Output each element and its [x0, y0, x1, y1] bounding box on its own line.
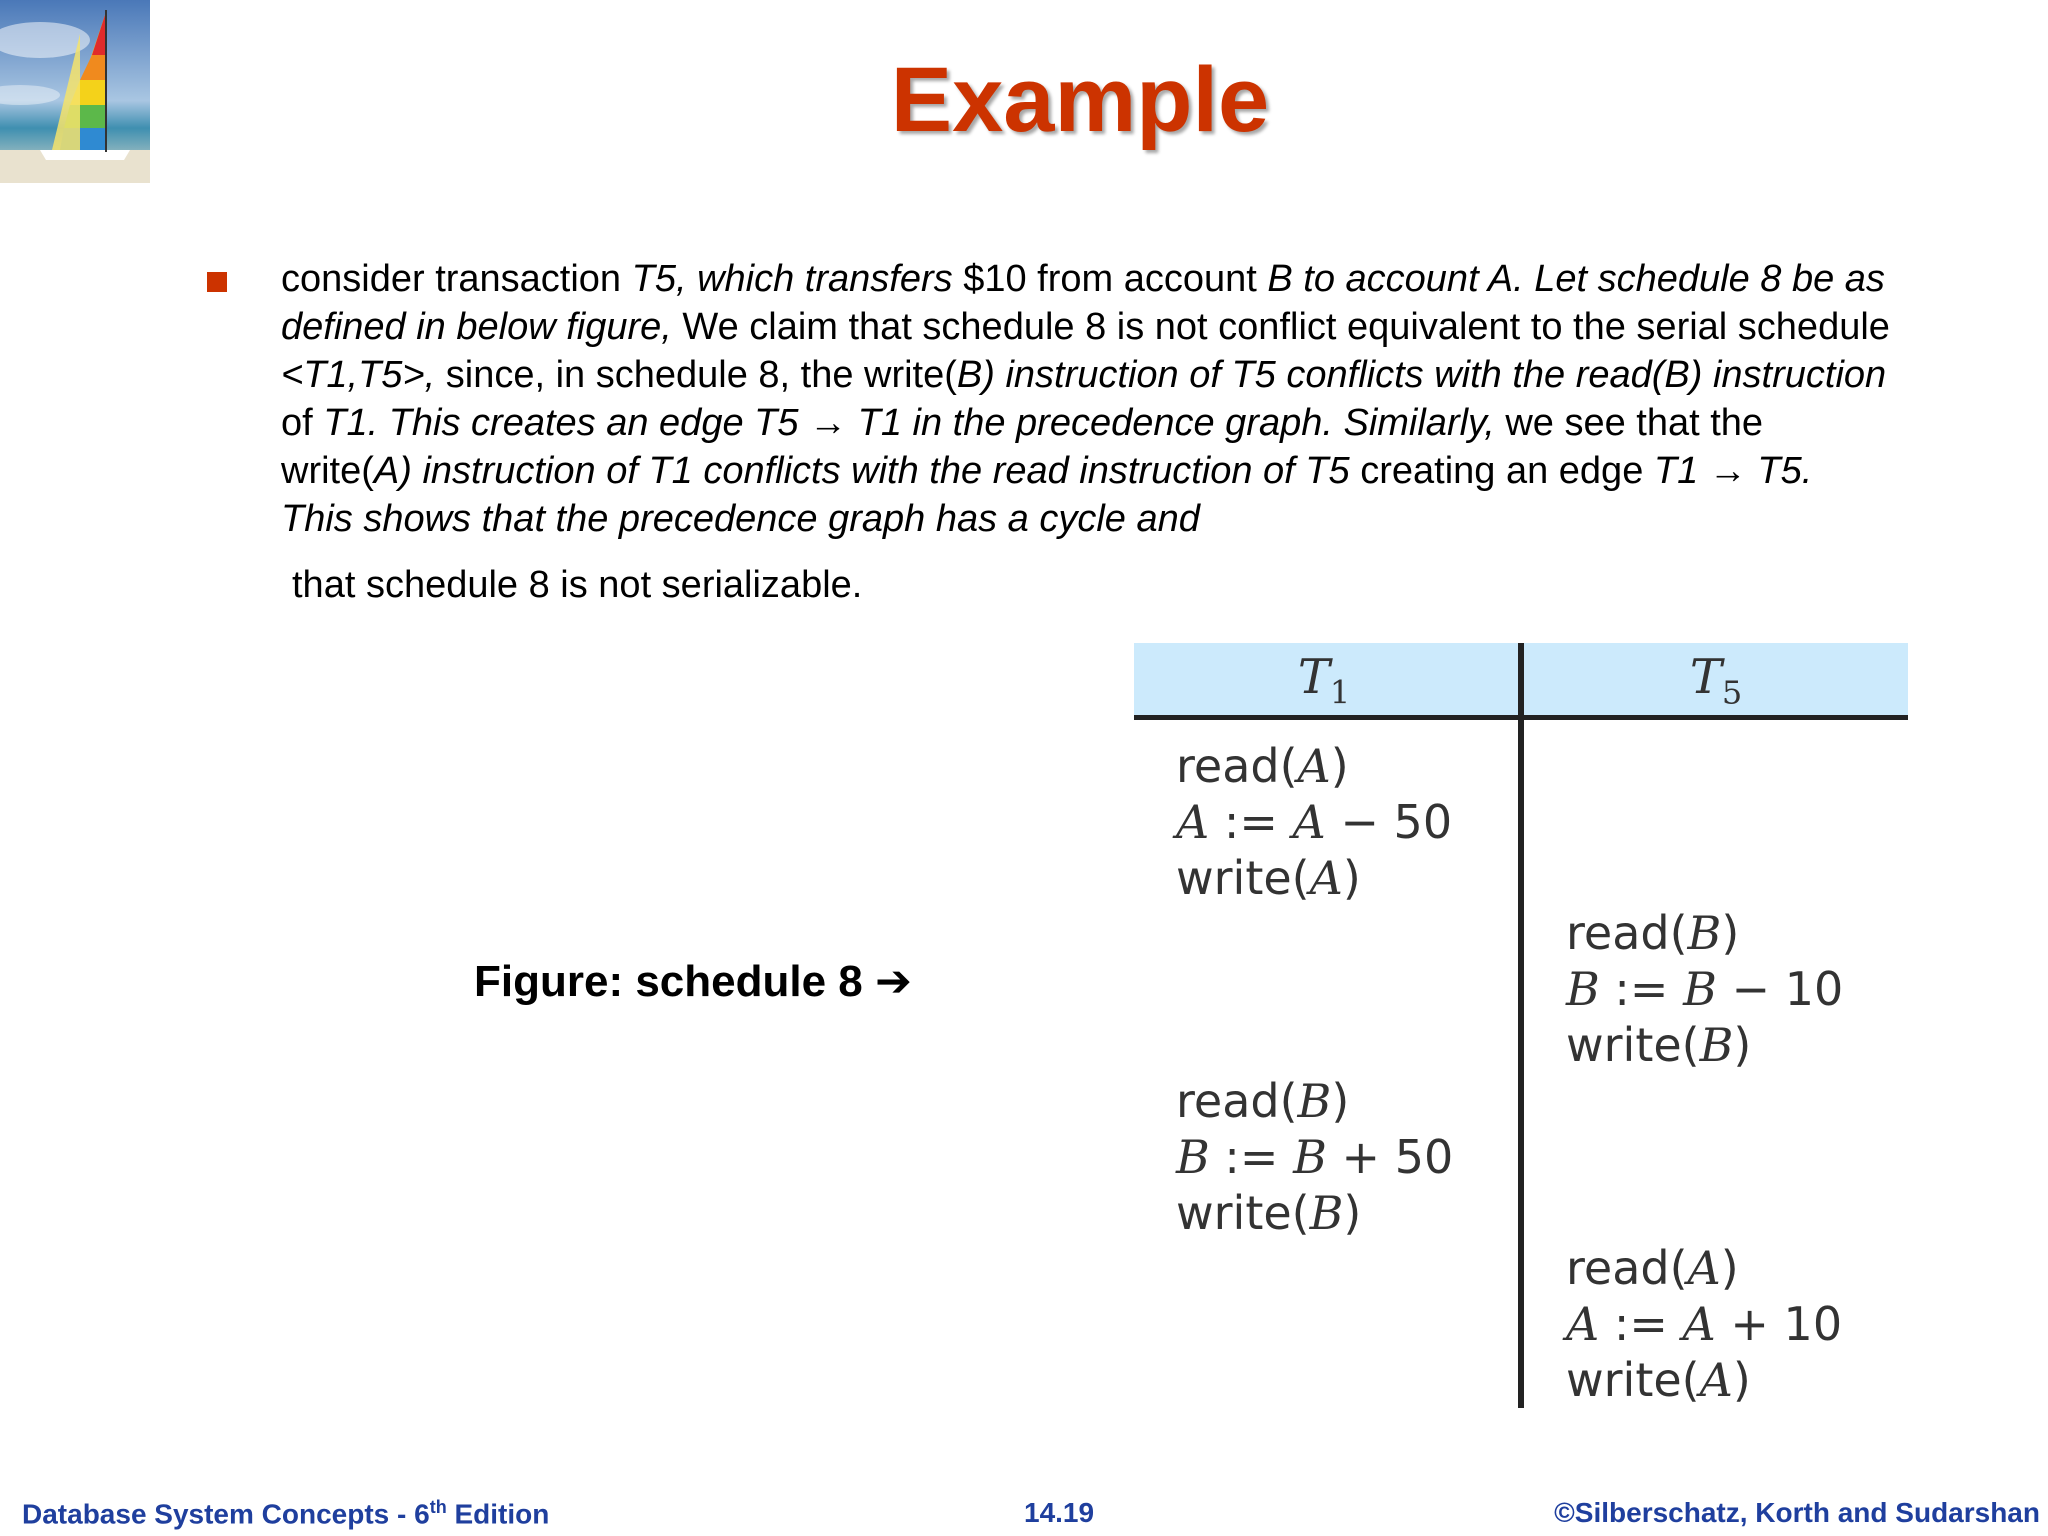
bullet-segment: T1. This creates an edge T5 → T1 in the precedence graph. Similarly, — [323, 402, 1495, 444]
operation-line — [1566, 1352, 1842, 1408]
operation-text: write( — [1566, 1018, 1700, 1072]
operation-text: + 50 — [1326, 1130, 1454, 1184]
bullet-segment: We claim that schedule 8 is not conflict equivalent to the serial schedule — [671, 306, 1890, 348]
operation-text: read( — [1176, 739, 1298, 793]
footer-book-title: Database System Concepts - 6th Edition — [22, 1497, 550, 1530]
figure-caption: Figure: schedule 8 ➔ — [474, 957, 912, 1006]
bullet-segment: T1 → T5. This shows that the precedence graph has a cycle and — [281, 450, 1813, 540]
operation-line — [1176, 738, 1452, 794]
bullet-segment: consider transaction — [281, 258, 632, 300]
operation-line — [1176, 794, 1452, 850]
bullet-square-icon — [207, 272, 227, 292]
operation-text: − 50 — [1325, 795, 1453, 849]
operation-text: write( — [1566, 1353, 1700, 1407]
bullet-last-line: that schedule 8 is not serializable. — [292, 564, 863, 606]
variable: A — [1687, 1241, 1721, 1295]
operation-text: := — [1209, 1130, 1294, 1184]
operation-line — [1176, 1073, 1453, 1129]
bullet-segment: B) instruction of T5 conflicts with the read(B) instruction — [956, 354, 1887, 396]
variable: A — [1566, 1297, 1600, 1351]
operation-text: read( — [1176, 1074, 1298, 1128]
operation-line — [1566, 1017, 1843, 1073]
variable: A — [1309, 851, 1343, 905]
variable: A — [1297, 739, 1331, 793]
column-title-t5: $T_5$ — [1689, 649, 1743, 712]
operation-block — [1566, 1240, 1842, 1408]
operation-text: ) — [1720, 1241, 1739, 1295]
schedule-table — [1134, 643, 1908, 1408]
variable: B — [1293, 1130, 1327, 1184]
operation-text: ) — [1721, 906, 1740, 960]
operation-line — [1176, 1185, 1453, 1241]
variable: A — [1292, 795, 1326, 849]
variable: B — [1309, 1186, 1344, 1240]
variable: B — [1683, 962, 1717, 1016]
operation-text: ) — [1331, 1074, 1350, 1128]
footer-copyright: ©Silberschatz, Korth and Sudarshan — [1554, 1497, 2040, 1528]
operation-line — [1566, 1296, 1842, 1352]
operation-text: write( — [1176, 1186, 1310, 1240]
bullet-segment: B to account A. Let schedule 8 be as defined in below figure, — [281, 258, 1885, 348]
bullet-segment: <T1,T5>, — [281, 354, 436, 396]
bullet-segment: $10 from account — [952, 258, 1268, 300]
variable: B — [1566, 962, 1600, 1016]
variable: B — [1297, 1074, 1332, 1128]
bullet-segment: A) instruction of T1 conflicts with the read instruction of T5 — [373, 450, 1350, 492]
variable: B — [1699, 1018, 1734, 1072]
bullet-segment: we see that the write( — [281, 402, 1764, 492]
variable: B — [1687, 906, 1722, 960]
operation-block — [1176, 738, 1452, 906]
operation-line — [1176, 850, 1452, 906]
bullet-segment: of — [281, 402, 324, 444]
column-divider — [1518, 643, 1524, 1408]
operation-line — [1566, 961, 1843, 1017]
column-title-t1: $T_1$ — [1297, 649, 1351, 712]
operation-line — [1566, 1240, 1842, 1296]
variable: A — [1682, 1297, 1716, 1351]
operation-text: − 10 — [1716, 962, 1844, 1016]
operation-text: ) — [1330, 739, 1349, 793]
bullet-segment: creating an edge — [1349, 450, 1654, 492]
operation-block — [1176, 1073, 1453, 1241]
operation-block — [1566, 905, 1843, 1073]
operation-text: read( — [1566, 906, 1688, 960]
operation-text: ) — [1732, 1353, 1751, 1407]
operation-text: ) — [1733, 1018, 1752, 1072]
operation-text: ) — [1342, 851, 1361, 905]
operation-text: := — [1599, 1297, 1683, 1351]
operation-text: + 10 — [1715, 1297, 1843, 1351]
operation-text: := — [1599, 962, 1684, 1016]
operation-text: write( — [1176, 851, 1310, 905]
variable: B — [1176, 1130, 1210, 1184]
slide-title: Example — [890, 49, 1270, 151]
bullet-paragraph — [281, 255, 1891, 543]
variable: A — [1176, 795, 1210, 849]
bullet-segment: T5, which transfers — [631, 258, 953, 300]
variable: A — [1699, 1353, 1733, 1407]
bullet-segment: since, in schedule 8, the write( — [435, 354, 957, 396]
operation-line — [1176, 1129, 1453, 1185]
operation-line — [1566, 905, 1843, 961]
operation-text: ) — [1343, 1186, 1362, 1240]
operation-text: read( — [1566, 1241, 1688, 1295]
operation-text: := — [1209, 795, 1293, 849]
footer-page-number: 14.19 — [1024, 1497, 1095, 1528]
